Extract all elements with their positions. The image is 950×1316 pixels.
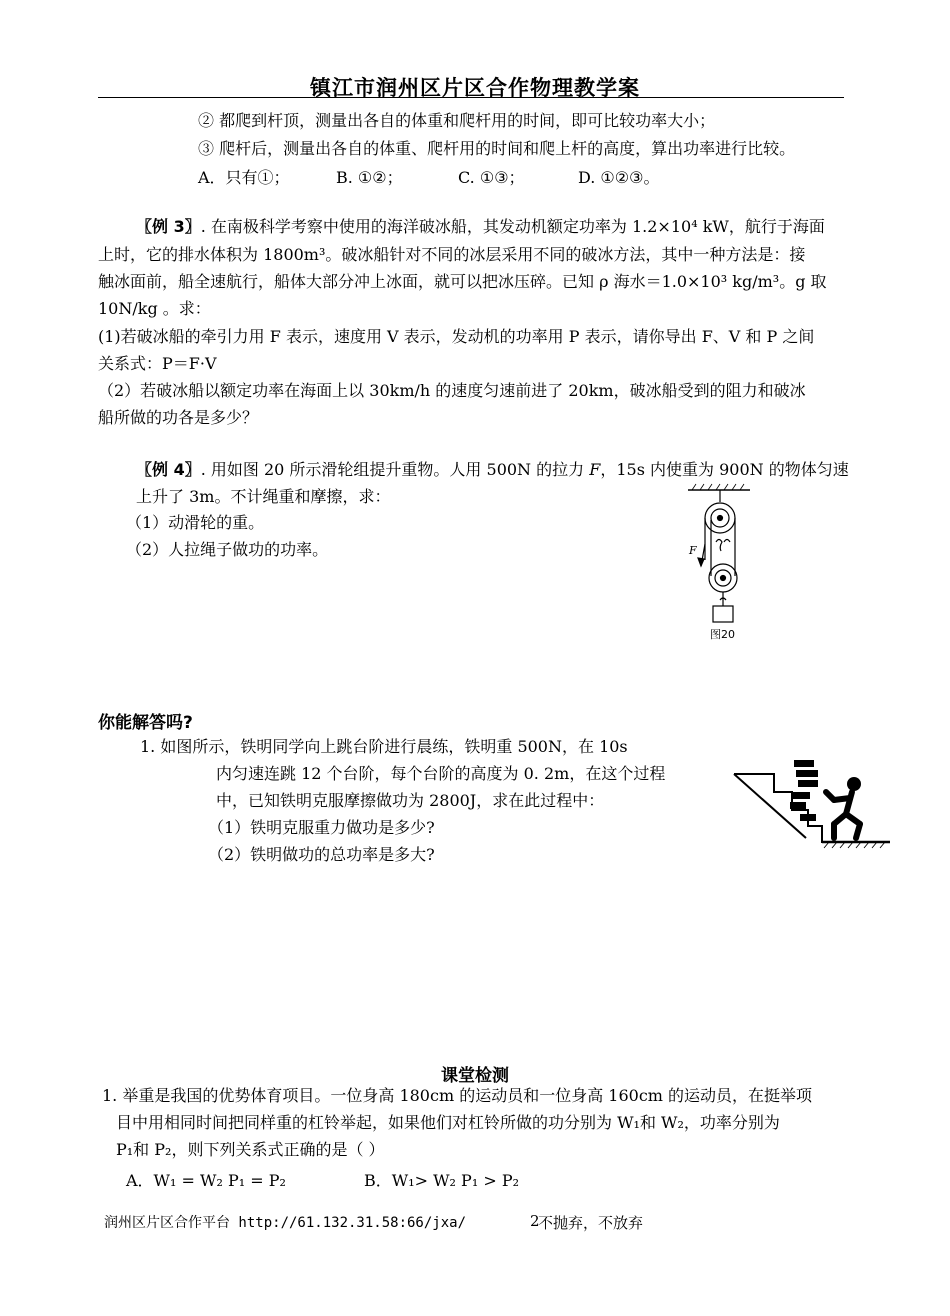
can-you-answer-heading: 你能解答吗? bbox=[98, 713, 193, 733]
test-q1-line1: 1. 举重是我国的优势体育项目。一位身高 180cm 的运动员和一位身高 160cm 的运动员，在挺举项 bbox=[102, 1086, 813, 1105]
answer-q1-line1: 1. 如图所示，铁明同学向上跳台阶进行晨练，铁明重 500N，在 10s bbox=[140, 737, 628, 756]
prev-option-d: D. ①②③。 bbox=[578, 168, 660, 187]
test-q1-line2: 目中用相同时间把同样重的杠铃举起，如果他们对杠铃所做的功分别为 W₁和 W₂，功率分别为 bbox=[116, 1113, 780, 1132]
example3-q2-line2: 船所做的功各是多少？ bbox=[98, 408, 259, 427]
prev-option-a: A．只有①； bbox=[198, 168, 290, 187]
pulley-figure bbox=[684, 480, 764, 645]
example3-line2: 上时，它的排水体积为 1800m³。破冰船针对不同的冰层采用不同的破冰方法，其中一种方法是：接 bbox=[98, 245, 806, 264]
footer-motto: 不抛弃，不放弃 bbox=[538, 1214, 644, 1232]
footer-page-number: 2 bbox=[530, 1212, 540, 1230]
example4-q2: （2）人拉绳子做功的功率。 bbox=[126, 540, 329, 559]
example3-q1-line2: 关系式：P＝F·V bbox=[98, 354, 217, 373]
example4-q1: （1）动滑轮的重。 bbox=[126, 513, 265, 532]
force-label: F bbox=[689, 544, 697, 557]
prev-option-c: C. ①③； bbox=[458, 168, 525, 187]
header-rule bbox=[98, 97, 844, 98]
example4-line1: 〖例 4〗. 用如图 20 所示滑轮组提升重物。人用 500N 的拉力 F，15s 内使重为 900N 的物体匀速 bbox=[136, 460, 849, 479]
stairs-jumping-figure bbox=[730, 752, 895, 852]
example4-line2: 上升了 3m。不计绳重和摩擦，求： bbox=[136, 487, 391, 506]
prev-item-2: ② 都爬到杆顶，测量出各自的体重和爬杆用的时间，即可比较功率大小； bbox=[198, 111, 716, 130]
footer-platform: 润州区片区合作平台 http://61.132.31.58:66/jxa/ bbox=[104, 1215, 467, 1231]
example3-line4: 10N/kg 。求： bbox=[98, 299, 211, 318]
example3-line3: 触冰面前，船全速航行，船体大部分冲上冰面，就可以把冰压碎。已知 ρ 海水＝1.0×10³ kg/m³。g 取 bbox=[98, 272, 827, 291]
classroom-test-heading: 课堂检测 bbox=[441, 1066, 509, 1086]
answer-q1-line2: 内匀速连跳 12 个台阶，每个台阶的高度为 0. 2m，在这个过程 bbox=[216, 764, 666, 783]
example3-q2-line1: （2）若破冰船以额定功率在海面上以 30km/h 的速度匀速前进了 20km，破冰船受到的阻力和破冰 bbox=[98, 381, 806, 400]
prev-option-b: B. ①②； bbox=[336, 168, 403, 187]
figure-20-label: 图20 bbox=[710, 628, 735, 641]
page-title: 镇江市润州区片区合作物理教学案 bbox=[310, 76, 640, 100]
answer-q1-line3: 中，已知铁明克服摩擦做功为 2800J，求在此过程中： bbox=[216, 791, 605, 810]
example3-q1-line1: (1)若破冰船的牵引力用 F 表示，速度用 V 表示，发动机的功率用 P 表示，请你导出 F、V 和 P 之间 bbox=[98, 327, 815, 346]
test-q1-line3: P₁和 P₂，则下列关系式正确的是（ ） bbox=[116, 1140, 385, 1159]
prev-item-3: ③ 爬杆后，测量出各自的体重、爬杆用的时间和爬上杆的高度，算出功率进行比较。 bbox=[198, 139, 796, 158]
test-option-a: A．W₁ = W₂ P₁ = P₂ bbox=[126, 1171, 286, 1190]
example3-label: 〖例 3〗 bbox=[136, 217, 201, 236]
answer-sub1: （1）铁明克服重力做功是多少? bbox=[208, 818, 435, 837]
example3-line1: 〖例 3〗. 在南极科学考察中使用的海洋破冰船，其发动机额定功率为 1.2×10⁴ kW，航行于海面 bbox=[136, 217, 825, 236]
answer-sub2: （2）铁明做功的总功率是多大? bbox=[208, 845, 435, 864]
example4-label: 〖例 4〗 bbox=[136, 460, 201, 479]
test-option-b: B．W₁> W₂ P₁ > P₂ bbox=[364, 1171, 519, 1190]
